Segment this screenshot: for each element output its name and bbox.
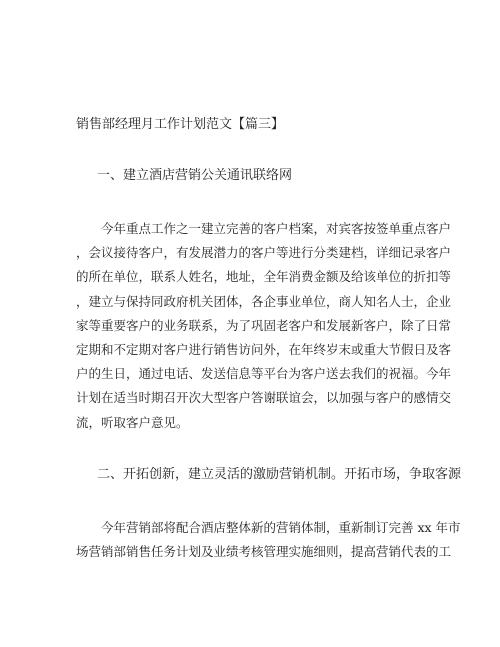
paragraph-line: 今年重点工作之一建立完善的客户档案，对宾客按签单重点客户: [76, 221, 452, 236]
paragraph-line: 今年营销部将配合酒店整体新的营销体制，重新制订完善 xx 年市: [76, 520, 461, 535]
section-heading-2: 二、开拓创新，建立灵活的激励营销机制。开拓市场，争取客源: [97, 467, 462, 482]
paragraph-line: 流，听取客户意见。: [76, 414, 189, 430]
document-title: 销售部经理月工作计划范文【篇三】: [76, 117, 285, 132]
paragraph-line: 户的生日，通过电话、发送信息等平台为客户送去我们的祝福。今年: [76, 366, 452, 382]
section-heading-1: 一、建立酒店营销公关通讯联络网: [97, 168, 293, 183]
paragraph-line: 场营销部销售任务计划及业绩考核管理实施细则，提高营销代表的工: [76, 544, 452, 560]
paragraph-line: 计划在适当时期召开次大型客户答谢联谊会，以加强与客户的感情交: [76, 390, 452, 406]
paragraph-line: ，会议接待客户，有发展潜力的客户等进行分类建档，详细记录客户: [76, 245, 452, 261]
paragraph-line: 定期和不定期对客户进行销售访问外，在年终岁末或重大节假日及客: [76, 341, 452, 357]
paragraph-line: 家等重要客户的业务联系，为了巩固老客户和发展新客户，除了日常: [76, 317, 452, 333]
section-paragraph-1: [76, 217, 452, 435]
section-paragraph-2: [76, 516, 461, 564]
paragraph-line: ，建立与保持同政府机关团体，各企事业单位，商人知名人士，企业: [76, 293, 452, 309]
paragraph-line: 的所在单位，联系人姓名，地址，全年消费金额及给该单位的折扣等: [76, 269, 452, 285]
